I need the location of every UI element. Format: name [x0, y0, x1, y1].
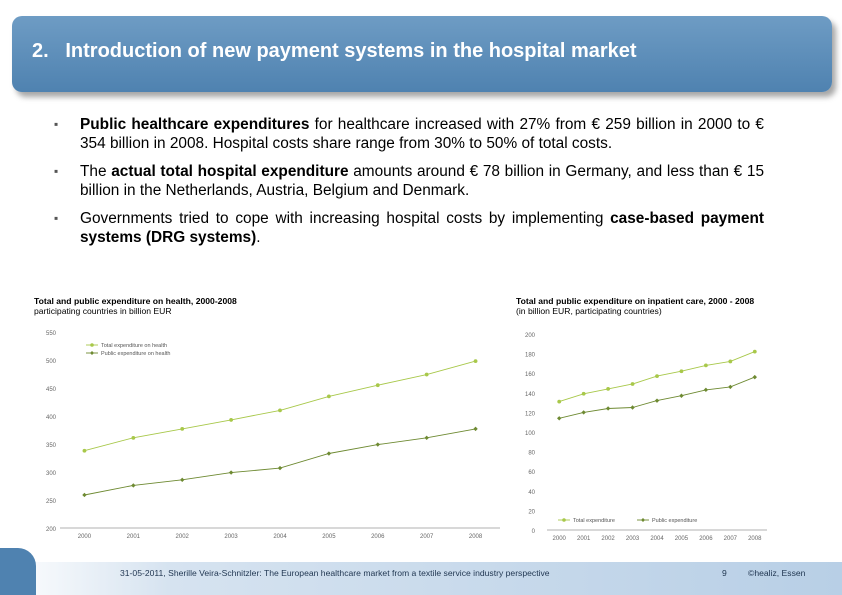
data-point — [327, 451, 331, 455]
data-point — [131, 436, 135, 440]
chart2-caption — [516, 296, 806, 316]
data-point — [606, 406, 610, 410]
data-point — [229, 418, 233, 422]
data-point — [327, 395, 331, 399]
x-tick-label: 2008 — [468, 534, 483, 540]
data-point — [83, 449, 87, 453]
x-tick-label: 2000 — [552, 536, 566, 542]
y-tick-label: 160 — [524, 372, 535, 379]
y-tick-label: 350 — [45, 443, 56, 449]
y-tick-label: 120 — [524, 411, 535, 418]
legend-marker — [90, 351, 94, 355]
x-tick-label: 2007 — [723, 536, 738, 542]
data-point — [376, 383, 380, 387]
x-tick-label: 2003 — [625, 536, 640, 542]
bullet-bold: case-based payment systems (DRG systems) — [80, 210, 764, 246]
data-point — [180, 427, 184, 431]
data-point — [655, 398, 659, 402]
y-tick-label: 40 — [528, 489, 535, 496]
y-tick-label: 60 — [528, 470, 535, 477]
x-tick-label: 2002 — [175, 534, 189, 540]
data-point — [376, 442, 380, 446]
legend-label: Total expenditure on health — [101, 343, 168, 349]
data-point — [630, 405, 634, 409]
x-tick-label: 2001 — [576, 536, 591, 542]
data-point — [606, 387, 610, 391]
inpatient-expenditure-chart — [505, 320, 805, 545]
y-tick-label: 400 — [45, 415, 56, 421]
data-point — [753, 375, 757, 379]
bullet-list — [54, 115, 765, 256]
data-point — [82, 493, 86, 497]
y-tick-label: 20 — [528, 509, 535, 516]
data-point — [229, 470, 233, 474]
y-tick-label: 100 — [524, 431, 535, 437]
y-tick-label: 140 — [524, 391, 535, 398]
data-point — [679, 394, 683, 398]
chart2-subtitle: (in billion EUR, participating countries) — [516, 306, 662, 316]
data-point — [631, 382, 635, 386]
y-tick-label: 250 — [45, 499, 56, 505]
x-tick-label: 2004 — [273, 534, 287, 540]
bullet-item — [54, 209, 764, 247]
x-tick-label: 2000 — [77, 534, 92, 540]
data-point — [278, 409, 282, 413]
x-tick-label: 2005 — [674, 536, 689, 542]
bullet-text: . — [256, 229, 261, 246]
x-tick-label: 2004 — [650, 536, 664, 542]
bullet-bold: Public healthcare expenditures — [80, 116, 310, 133]
x-tick-label: 2006 — [699, 536, 713, 542]
chart2-title: Total and public expenditure on inpatient care, 2000 - 2008 — [516, 296, 755, 306]
bullet-marker: ▪ — [54, 211, 59, 225]
series-line — [84, 429, 475, 495]
data-point — [425, 373, 429, 377]
x-tick-label: 2002 — [601, 536, 615, 542]
legend-label: Public expenditure on health — [101, 351, 171, 357]
chart1-title: Total and public expenditure on health, 2000-2008 — [34, 296, 237, 306]
bullet-item — [54, 115, 764, 153]
x-tick-label: 2006 — [371, 534, 385, 540]
data-point — [728, 360, 732, 364]
bullet-bold: actual total hospital expenditure — [111, 163, 349, 180]
data-point — [704, 363, 708, 367]
y-tick-label: 300 — [45, 471, 56, 477]
x-tick-label: 2007 — [419, 534, 434, 540]
data-point — [131, 483, 135, 487]
footer-bar — [0, 562, 842, 595]
data-point — [557, 416, 561, 420]
bullet-text: for healthcare increased with 27% from € 259 billion in 2000 to € 354 billion in 2008. Hospital costs share range from 30% to 50% of total costs. — [80, 116, 764, 152]
y-tick-label: 550 — [45, 331, 56, 337]
y-tick-label: 450 — [45, 387, 56, 393]
legend-marker — [90, 343, 94, 347]
bullet-marker: ▪ — [54, 164, 59, 178]
y-tick-label: 200 — [524, 333, 535, 339]
copyright: ©healiz, Essen — [748, 568, 806, 578]
data-point — [180, 478, 184, 482]
slide-number: 2. — [32, 40, 49, 62]
slide-title-text: Introduction of new payment systems in the hospital market — [65, 40, 637, 62]
bullet-text: Governments tried to cope with increasing hospital costs by implementing — [80, 210, 611, 227]
data-point — [557, 400, 561, 404]
series-line — [84, 361, 475, 451]
data-point — [680, 369, 684, 373]
y-tick-label: 80 — [528, 450, 535, 457]
x-tick-label: 2003 — [224, 534, 238, 540]
bullet-item — [54, 162, 765, 200]
bullet-text: amounts around € 78 billion in Germany, and less than € 15 billion in the Netherlands, Austria, Belgium and Denmark. — [80, 163, 765, 199]
legend-marker — [562, 518, 566, 522]
legend-marker — [641, 518, 645, 522]
slide-title — [32, 40, 637, 63]
footer-corner — [0, 548, 36, 595]
y-tick-label: 500 — [45, 359, 56, 365]
data-point — [474, 359, 478, 363]
bullet-marker: ▪ — [54, 117, 59, 131]
data-point — [582, 392, 586, 396]
data-point — [278, 466, 282, 470]
chart1-subtitle: participating countries in billion EUR — [34, 306, 172, 316]
x-tick-label: 2001 — [126, 534, 141, 540]
legend-label: Public expenditure — [652, 518, 698, 524]
legend-label: Total expenditure — [573, 518, 615, 524]
x-tick-label: 2005 — [322, 534, 336, 540]
footer-text: 31-05-2011, Sherille Veira-Schnitzler: The European healthcare market from a textile service industry perspective — [120, 568, 550, 578]
data-point — [728, 385, 732, 389]
bullet-text: The — [80, 163, 112, 180]
page-number: 9 — [722, 568, 727, 578]
data-point — [424, 436, 428, 440]
health-expenditure-chart — [0, 320, 500, 545]
data-point — [581, 410, 585, 414]
data-point — [473, 427, 477, 431]
chart1-caption — [34, 296, 237, 316]
data-point — [753, 350, 757, 354]
y-tick-label: 0 — [531, 529, 535, 535]
data-point — [655, 374, 659, 378]
y-tick-label: 180 — [524, 352, 535, 359]
data-point — [704, 388, 708, 392]
y-tick-label: 200 — [45, 527, 56, 533]
series-line — [559, 377, 755, 418]
x-tick-label: 2008 — [748, 536, 762, 542]
